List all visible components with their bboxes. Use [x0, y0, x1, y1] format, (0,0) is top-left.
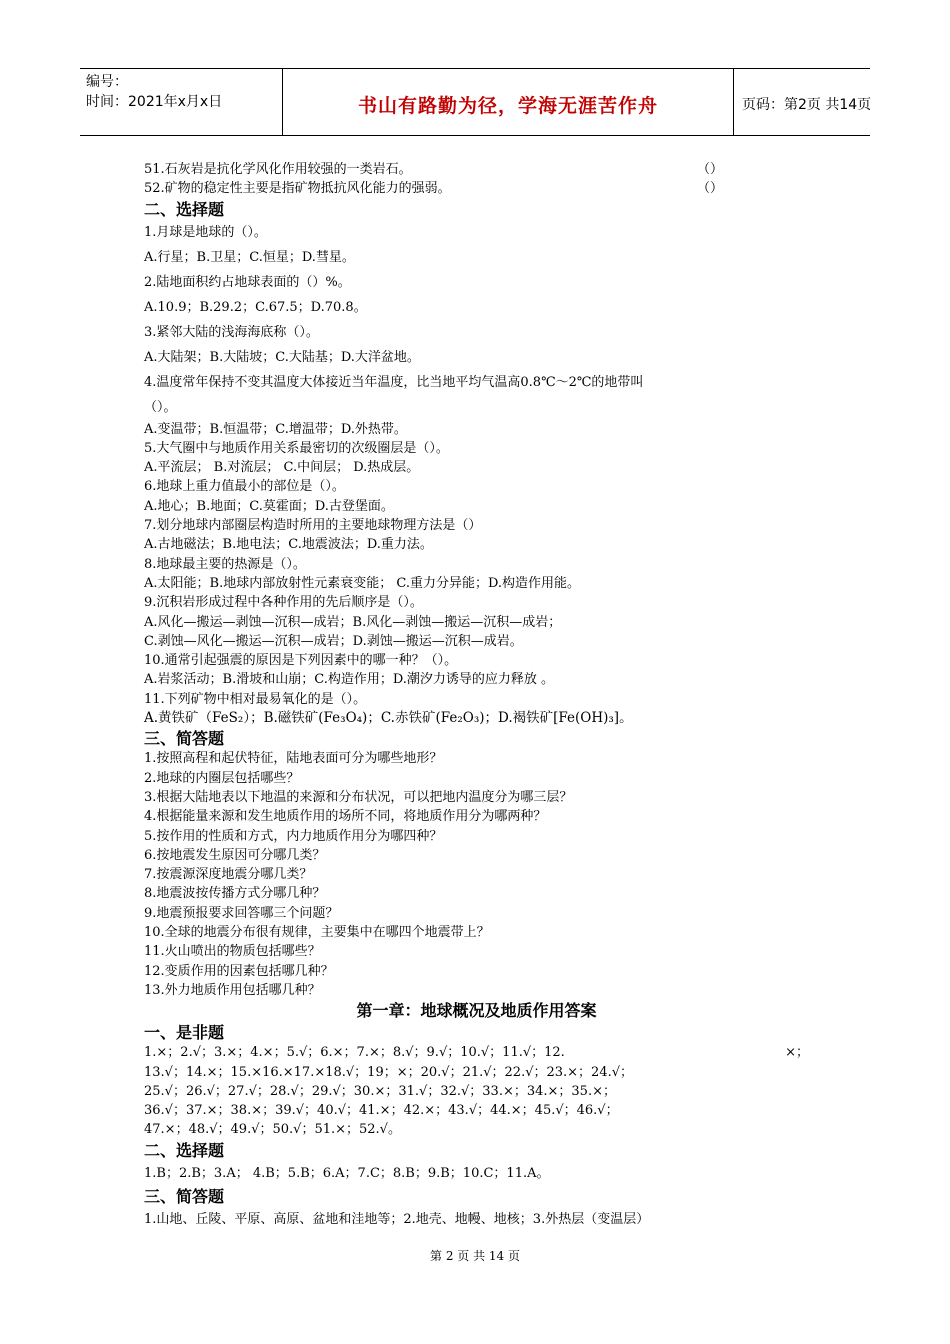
- header-meta-cell: [80, 69, 282, 135]
- page-info: 页码：第2页 共14页: [742, 97, 872, 113]
- question-line: 1.月球是地球的（）。: [144, 224, 267, 240]
- answer-blank: （）: [697, 181, 724, 197]
- short-question: 10.全球的地震分布很有规律，主要集中在哪四个地震带上？: [144, 925, 490, 941]
- truefalse-text: 51.石灰岩是抗化学风化作用较强的一类岩石。: [144, 162, 412, 177]
- question-line: 6.地球上重力值最小的部位是（）。: [144, 479, 345, 495]
- short-question: 13.外力地质作用包括哪几种？: [144, 982, 321, 998]
- options-line: A.地心；B.地面；C.莫霍面；D.古登堡面。: [144, 498, 394, 514]
- page-footer: 第 2 页 共 14 页: [430, 1249, 520, 1263]
- options-line: A.行星；B.卫星；C.恒星；D.彗星。: [144, 249, 355, 265]
- short-question: 2.地球的内圈层包括哪些？: [144, 770, 300, 786]
- question-line: 3.紧邻大陆的浅海海底称（）。: [144, 324, 319, 340]
- answers-short-line: 1.山地、丘陵、平原、高原、盆地和洼地等；2.地壳、地幔、地核；3.外热层（变温层）: [144, 1211, 650, 1227]
- short-question: 3.根据大陆地表以下地温的来源和分布状况，可以把地内温度分为哪三层？: [144, 789, 573, 805]
- short-question: 1.按照高程和起伏特征，陆地表面可分为哪些地形？: [144, 751, 443, 767]
- options-line: A.变温带；B.恒温带；C.增温带；D.外热带。: [144, 421, 407, 437]
- question-line: 9.沉积岩形成过程中各种作用的先后顺序是（）。: [144, 595, 423, 611]
- options-line: A.太阳能；B.地球内部放射性元素衰变能； C.重力分异能；D.构造作用能。: [144, 575, 581, 591]
- truefalse-item: [144, 160, 809, 179]
- date-line: 时间：2021年x月x日: [86, 94, 223, 110]
- answers-short-heading: 三、简答题: [144, 1186, 225, 1206]
- options-line: A.风化—搬运—剥蚀—沉积—成岩；B.风化—剥蚀—搬运—沉积—成岩；: [144, 614, 562, 630]
- question-line: 5.大气圈中与地质作用关系最密切的次级圈层是（）。: [144, 440, 449, 456]
- answers-choice-heading: 二、选择题: [144, 1140, 225, 1160]
- answers-tf-heading: 一、是非题: [144, 1023, 225, 1043]
- question-line: 7.划分地球内部圈层构造时所用的主要地球物理方法是（）: [144, 518, 482, 534]
- question-line: 10.通常引起强震的原因是下列因素中的哪一种？（）。: [144, 653, 458, 669]
- short-question: 6.按地震发生原因可分哪几类？: [144, 847, 326, 863]
- motto: 书山有路勤为径，学海无涯苦作舟: [357, 95, 658, 117]
- question-line: 8.地球最主要的热源是（）。: [144, 556, 306, 572]
- question-line: 4.温度常年保持不变其温度大体接近当年温度，比当地平均气温高0.8℃～2℃的地带叫: [144, 374, 644, 390]
- question-line-continued: （）。: [144, 399, 177, 415]
- document-number-label: 编号：: [86, 74, 128, 90]
- options-line: A.古地磁法；B.地电法；C.地震波法；D.重力法。: [144, 537, 433, 553]
- document-body: [144, 160, 809, 1232]
- header-page-cell: [734, 69, 870, 135]
- answers-tf-line: 13.√；14.×；15.×16.×17.×18.√；19；×；20.√；21.√；22.√；23.×；24.√；: [144, 1064, 634, 1080]
- options-line: A.平流层； B.对流层； C.中间层； D.热成层。: [144, 460, 420, 476]
- short-question: 12.变质作用的因素包括哪几种？: [144, 963, 334, 979]
- short-question: 9.地震预报要求回答哪三个问题？: [144, 905, 339, 921]
- short-question: 8.地震波按传播方式分哪几种？: [144, 886, 326, 902]
- section-heading-choice: 二、选择题: [144, 199, 225, 219]
- truefalse-item: [144, 179, 809, 198]
- answer-blank: （）: [697, 162, 724, 177]
- answers-tf-line: 25.√；26.√；27.√；28.√；29.√；30.×；31.√；32.√；33.×；34.×；35.×；: [144, 1083, 616, 1099]
- answers-tf-line: 47.×；48.√；49.√；50.√；51.×；52.√。: [144, 1122, 401, 1138]
- short-question: 7.按震源深度地震分哪几类？: [144, 867, 313, 883]
- options-line: A.10.9；B.29.2；C.67.5；D.70.8。: [144, 299, 367, 315]
- answers-tf-line: 1.×；2.√；3.×；4.×；5.√；6.×；7.×；8.√；9.√；10.√；11.√；12. ×；: [144, 1045, 809, 1061]
- section-heading-short: 三、简答题: [144, 729, 225, 749]
- options-line: A.岩浆活动；B.滑坡和山崩；C.构造作用；D.潮汐力诱导的应力释放 。: [144, 672, 555, 688]
- options-line: A.大陆架；B.大陆坡；C.大陆基；D.大洋盆地。: [144, 349, 420, 365]
- options-line: A.黄铁矿（FeS₂）；B.磁铁矿(Fe₃O₄)；C.赤铁矿(Fe₂O₃)；D.褐铁矿[Fe(OH)₃]。: [144, 710, 633, 727]
- answers-choice-line: 1.B；2.B；3.A； 4.B；5.B；6.A；7.C；8.B；9.B；10.C；11.A。: [144, 1165, 550, 1181]
- short-question: 4.根据能量来源和发生地质作用的场所不同，将地质作用分为哪两种？: [144, 809, 547, 825]
- answers-tf-line: 36.√；37.×；38.×；39.√；40.√；41.×；42.×；43.√；44.×；45.√；46.√；: [144, 1103, 619, 1119]
- answers-title: 第一章：地球概况及地质作用答案: [356, 1001, 597, 1021]
- header-motto-cell: [282, 69, 734, 135]
- question-line: 2.陆地面积约占地球表面的（）%。: [144, 274, 351, 290]
- truefalse-text: 52.矿物的稳定性主要是指矿物抵抗风化能力的强弱。: [144, 181, 451, 197]
- page-header: [80, 68, 870, 136]
- options-line: C.剥蚀—风化—搬运—沉积—成岩；D.剥蚀—搬运—沉积—成岩。: [144, 633, 523, 649]
- short-question: 5.按作用的性质和方式，内力地质作用分为哪四种？: [144, 828, 443, 844]
- question-line: 11.下列矿物中相对最易氧化的是（）。: [144, 691, 367, 707]
- short-question: 11.火山喷出的物质包括哪些？: [144, 944, 321, 960]
